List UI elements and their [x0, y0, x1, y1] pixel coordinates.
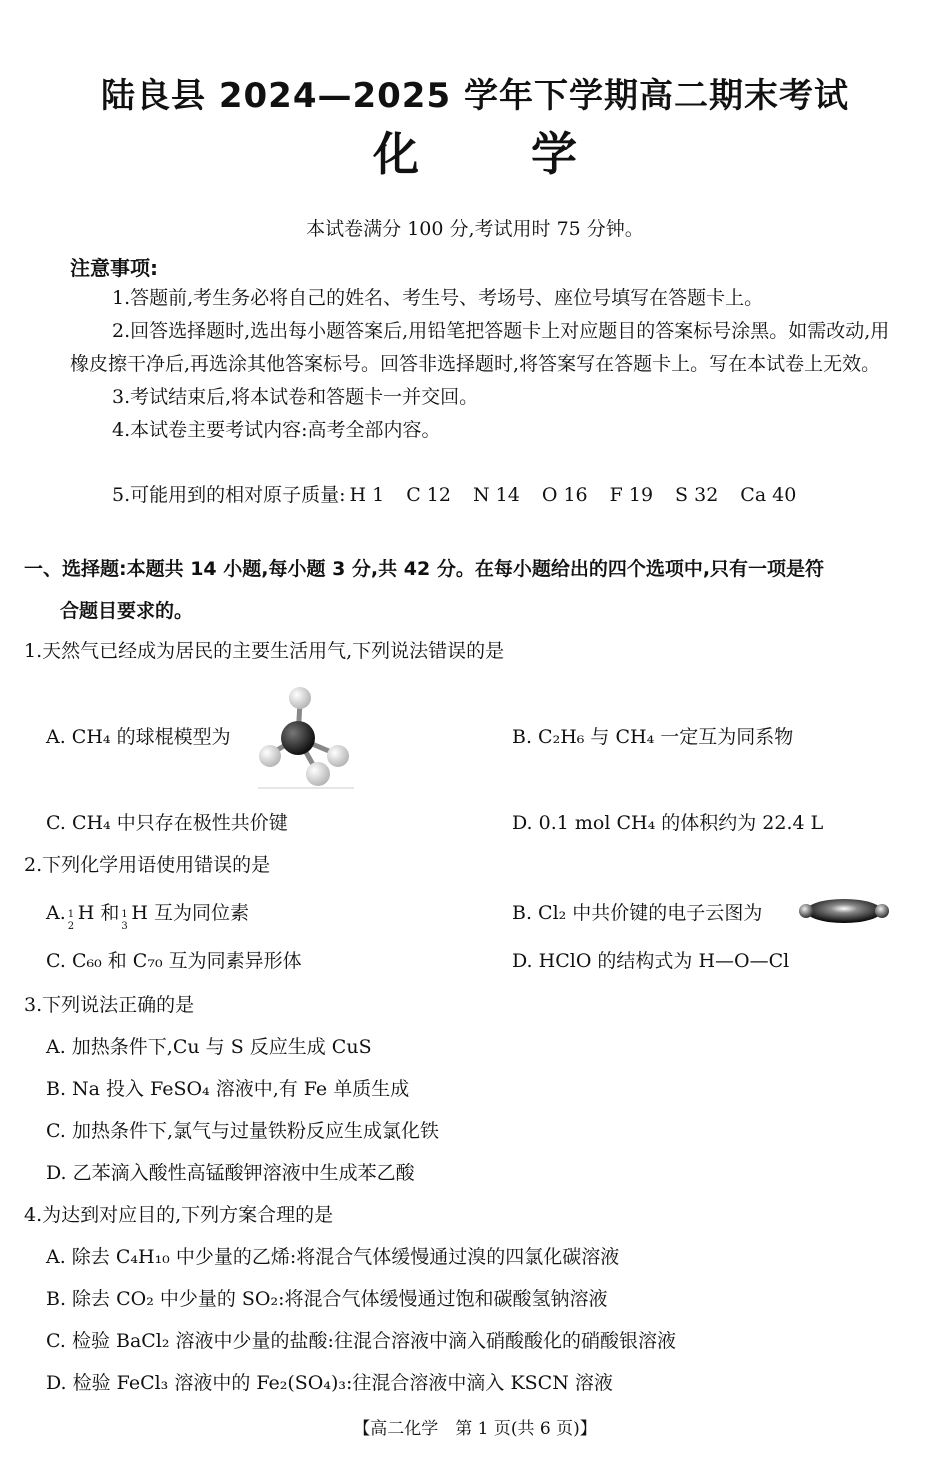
- notice-list: [70, 282, 890, 447]
- q2-option-b: B. Cl₂ 中共价键的电子云图为: [512, 902, 763, 924]
- q1-option-b: B. C₂H₆ 与 CH₄ 一定互为同系物: [512, 726, 794, 748]
- atomic-mass: N 14: [473, 484, 520, 506]
- q4-option-b: B. 除去 CO₂ 中少量的 SO₂:将混合气体缓慢通过饱和碳酸氢钠溶液: [46, 1288, 608, 1310]
- q2-option-a-text-2: H 互为同位素: [131, 902, 249, 924]
- q4-option-a: A. 除去 C₄H₁₀ 中少量的乙烯:将混合气体缓慢通过溴的四氯化碳溶液: [46, 1246, 620, 1268]
- exam-title: 陆良县 2024—2025 学年下学期高二期末考试: [101, 76, 849, 116]
- atomic-mass: F 19: [609, 484, 654, 506]
- q2-option-a-text-1: H 和: [77, 902, 120, 924]
- mass-number: 1: [121, 909, 128, 920]
- atomic-mass: S 32: [675, 484, 719, 506]
- subject-char-1: 化: [373, 127, 419, 181]
- atomic-mass-line: [112, 480, 818, 507]
- q4-option-d: D. 检验 FeCl₃ 溶液中的 Fe₂(SO₄)₃:往混合溶液中滴入 KSCN 溶液: [46, 1372, 613, 1394]
- notice-item: 2.回答选择题时,选出每小题答案后,用铅笔把答题卡上对应题目的答案标号涂黑。如需改动,用橡皮擦干净后,再选涂其他答案标号。回答非选择题时,将答案写在答题卡上。写在本试卷上无效。: [70, 320, 890, 375]
- notice-heading: 注意事项:: [70, 256, 158, 280]
- mass-number: 1: [67, 909, 75, 920]
- q3-option-b: B. Na 投入 FeSO₄ 溶液中,有 Fe 单质生成: [46, 1078, 410, 1100]
- atomic-mass: O 16: [541, 484, 588, 506]
- electron-cloud-image: [796, 896, 892, 926]
- q2-option-c: C. C₆₀ 和 C₇₀ 互为同素异形体: [46, 950, 302, 972]
- q3-option-c: C. 加热条件下,氯气与过量铁粉反应生成氯化铁: [46, 1120, 439, 1142]
- question-4-stem: 4.为达到对应目的,下列方案合理的是: [24, 1204, 334, 1226]
- section-heading: [24, 548, 932, 632]
- q2-option-a: [46, 898, 249, 932]
- question-2-stem: 2.下列化学用语使用错误的是: [24, 854, 271, 876]
- question-1-stem: 1.天然气已经成为居民的主要生活用气,下列说法错误的是: [24, 640, 505, 662]
- notice-item: 4.本试卷主要考试内容:高考全部内容。: [112, 419, 441, 441]
- atomic-mass: H 1: [349, 484, 385, 506]
- q3-option-a: A. 加热条件下,Cu 与 S 反应生成 CuS: [46, 1036, 372, 1058]
- subject-title: [0, 118, 950, 184]
- notice-item: 1.答题前,考生务必将自己的姓名、考生号、考场号、座位号填写在答题卡上。: [112, 287, 764, 309]
- atomic-mass: C 12: [406, 484, 451, 506]
- atomic-number: 3: [121, 921, 128, 932]
- section-line-1: 一、选择题:本题共 14 小题,每小题 3 分,共 42 分。在每小题给出的四个选项中,只有一项是符: [24, 558, 825, 580]
- q4-option-c: C. 检验 BaCl₂ 溶液中少量的盐酸:往混合溶液中滴入硝酸酸化的硝酸银溶液: [46, 1330, 676, 1352]
- subject-char-2: 学: [531, 127, 577, 181]
- question-3-stem: 3.下列说法正确的是: [24, 994, 195, 1016]
- q2-option-a-prefix: A.: [46, 902, 66, 924]
- section-line-2: 合题目要求的。: [60, 600, 194, 622]
- q1-option-c: C. CH₄ 中只存在极性共价键: [46, 812, 288, 834]
- q2-option-d: D. HClO 的结构式为 H—O—Cl: [512, 950, 790, 972]
- atomic-number: 2: [67, 921, 75, 932]
- atomic-mass-label: 5.可能用到的相对原子质量:: [112, 484, 346, 506]
- q1-option-d: D. 0.1 mol CH₄ 的体积约为 22.4 L: [512, 812, 824, 834]
- notice-item: 3.考试结束后,将本试卷和答题卡一并交回。: [112, 386, 479, 408]
- page-footer: 【高二化学 第 1 页(共 6 页)】: [353, 1419, 597, 1439]
- ball-stick-model-image: [256, 682, 356, 790]
- atomic-mass: Ca 40: [740, 484, 797, 506]
- exam-info: 本试卷满分 100 分,考试用时 75 分钟。: [306, 218, 644, 240]
- q1-option-a: A. CH₄ 的球棍模型为: [46, 726, 231, 748]
- q3-option-d: D. 乙苯滴入酸性高锰酸钾溶液中生成苯乙酸: [46, 1162, 415, 1184]
